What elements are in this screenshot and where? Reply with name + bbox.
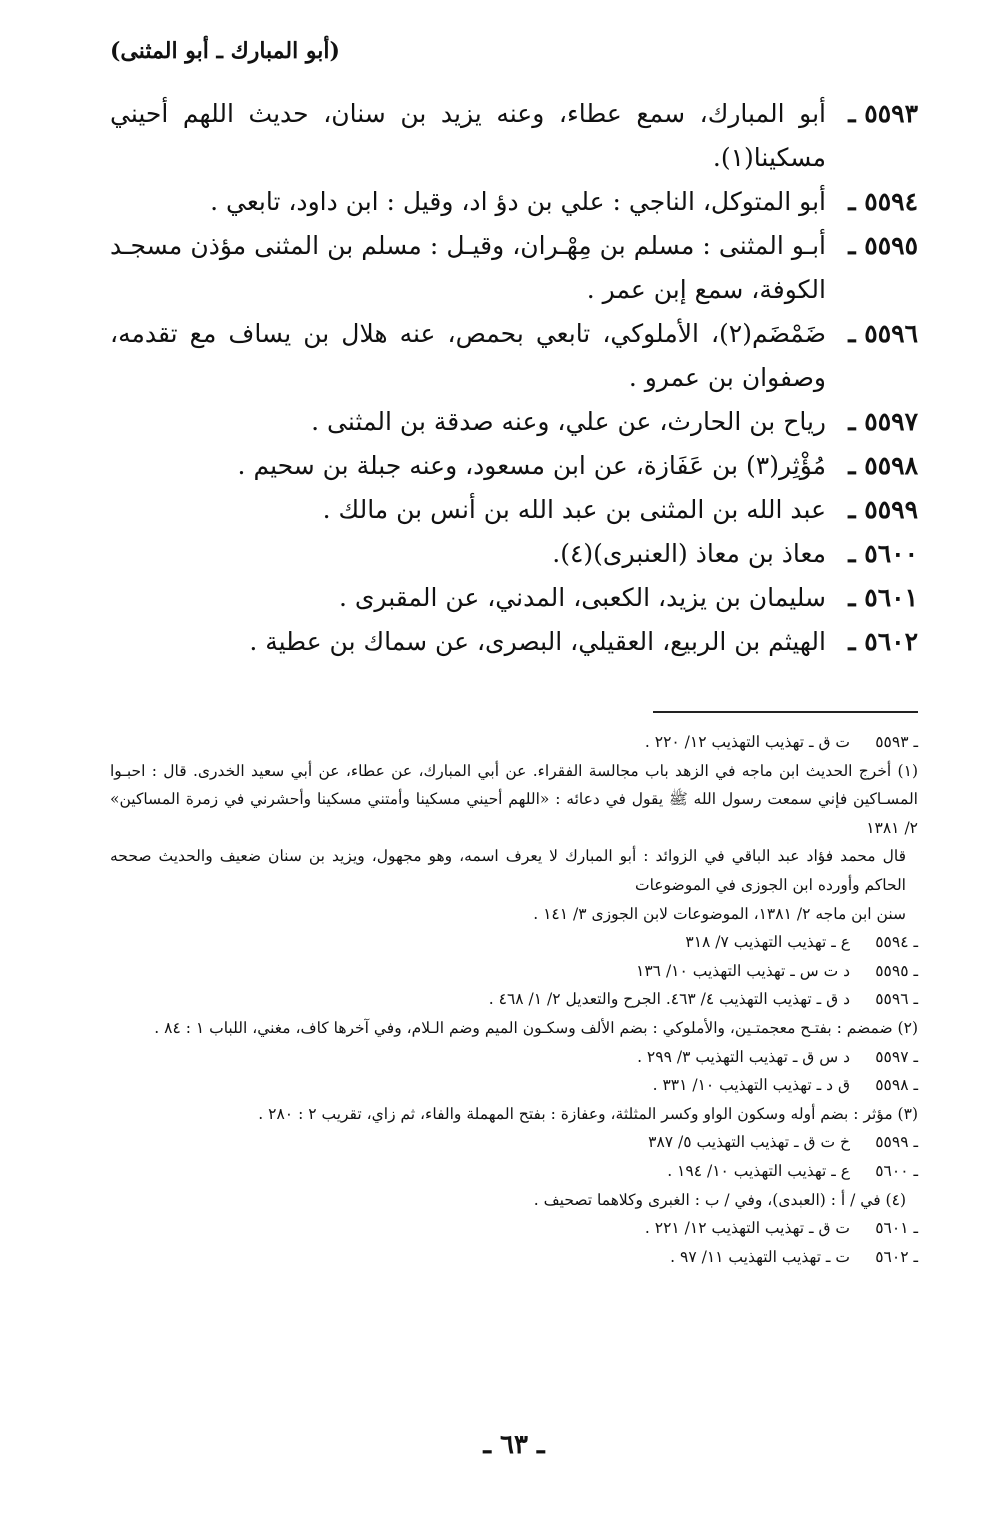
reference-note — [110, 1243, 918, 1272]
entry-text: معاذ بن معاذ (العنبرى)(٤). — [552, 539, 826, 568]
reference-note — [110, 985, 918, 1014]
reference-note-text: د ق ـ تهذيب التهذيب ٤/ ٤٦٣. الجرح والتعديل ٢/ ١/ ٤٦٨ . — [488, 990, 850, 1009]
entry-text: رياح بن الحارث، عن علي، وعنه صدقة بن المثنى . — [311, 407, 826, 436]
entry-number: ٥٥٩٧ ـ — [848, 407, 918, 436]
entry — [110, 400, 918, 444]
entry — [110, 532, 918, 576]
footnotes — [110, 728, 918, 1271]
footnote-text: (٣) مؤثر : بضم أوله وسكون الواو وكسر المثلثة، وعفازة : بفتح المهملة والفاء، ثم زاي، تقريب ٢ : ٢٨٠ . — [258, 1104, 918, 1123]
entry — [110, 180, 918, 224]
reference-note-number: ـ ٥٥٩٤ — [875, 933, 918, 952]
reference-note-text: ع ـ تهذيب التهذيب ١٠/ ١٩٤ . — [667, 1161, 850, 1180]
entry — [110, 92, 918, 180]
entry-text: سليمان بن يزيد، الكعبى، المدني، عن المقبرى . — [338, 583, 826, 612]
entry-text: الهيثم بن الربيع، العقيلي، البصرى، عن سماك بن عطية . — [249, 627, 826, 656]
reference-note-number: ـ ٥٥٩٩ — [875, 1133, 918, 1152]
reference-note-number: ـ ٥٥٩٧ — [875, 1047, 918, 1066]
reference-note-text: ت ق ـ تهذيب التهذيب ١٢/ ٢٢٠ . — [644, 733, 850, 751]
reference-note-number: ـ ٥٥٩٦ — [875, 990, 918, 1009]
reference-note — [110, 1128, 918, 1157]
reference-note-text: ت ـ تهذيب التهذيب ١١/ ٩٧ . — [670, 1247, 850, 1266]
entry-text: ضَمْضَم(٢)، الأملوكي، تابعي بحمص، عنه هلال بن يساف مع تقدمه، وصفوان بن عمرو . — [110, 319, 826, 392]
reference-note — [110, 1214, 918, 1243]
entry — [110, 488, 918, 532]
footnote-text: (١) أخرج الحديث ابن ماجه في الزهد باب مجالسة الفقراء. عن أبي المبارك، عن عطاء، عن أبي سعيد الخدرى. قال : احبـوا المسـاكين فإني سمعت رسول الله ﷺ يقول في دعائه : «اللهم أحيني مسكينا وأمتني مسكينا وأحشرني في زمرة المساكين» ٢/ ١٣٨١ — [110, 761, 918, 837]
page-number: ـ ٦٣ ـ — [483, 1430, 545, 1460]
entry — [110, 444, 918, 488]
entry-number: ٥٥٩٤ ـ — [848, 187, 918, 216]
reference-note-number: ـ ٥٦٠٢ — [875, 1247, 918, 1266]
reference-note — [110, 1071, 918, 1100]
reference-note-text: د ت س ـ تهذيب التهذيب ١٠/ ١٣٦ — [636, 961, 850, 980]
reference-note — [110, 957, 918, 986]
entry — [110, 576, 918, 620]
footnote-separator — [653, 711, 918, 713]
footnote-text: سنن ابن ماجه ٢/ ١٣٨١، الموضوعات لابن الجوزى ٣/ ١٤١ . — [533, 904, 906, 923]
entry-number: ٥٦٠٠ ـ — [848, 539, 918, 568]
footnote-text: (٤) في / أ : (العبدى)، وفي / ب : الغبرى وكلاهما تصحيف . — [533, 1190, 906, 1209]
reference-note-text: خ ت ق ـ تهذيب التهذيب ٥/ ٣٨٧ — [648, 1133, 850, 1152]
entry — [110, 312, 918, 400]
entry-number: ٥٥٩٨ ـ — [848, 451, 918, 480]
entry-number: ٥٦٠١ ـ — [848, 583, 918, 612]
reference-note-text: ع ـ تهذيب التهذيب ٧/ ٣١٨ — [685, 933, 850, 952]
reference-note — [110, 728, 918, 757]
book-page — [110, 0, 918, 1536]
entries-list — [110, 92, 918, 664]
footnote-text: (٢) ضمضم : بفتـح معجمتـين، والأملوكي : بضم الألف وسكـون الميم وضم الـلام، وفي آخرها كاف، مغني، اللباب ١ : ٨٤ . — [154, 1018, 918, 1037]
reference-note-number: ـ ٥٥٩٨ — [875, 1076, 918, 1095]
reference-note — [110, 1157, 918, 1186]
entry-number: ٥٥٩٣ ـ — [848, 99, 918, 128]
reference-note-text: د س ق ـ تهذيب التهذيب ٣/ ٢٩٩ . — [637, 1047, 850, 1066]
reference-note-number: ـ ٥٥٩٥ — [875, 961, 918, 980]
entry-number: ٥٥٩٩ ـ — [848, 495, 918, 524]
entry-text: أبـو المثنى : مسلم بن مِهْـران، وقيـل : مسلم بن المثنى مؤذن مسجـد الكوفة، سمع إبن عمر . — [110, 231, 826, 304]
running-head: (أبو المبارك ـ أبو المثنى) — [110, 38, 340, 64]
reference-note-number: ـ ٥٦٠١ — [875, 1219, 918, 1238]
entry-text: مُؤْثِر(٣) بن عَفَازة، عن ابن مسعود، وعنه جبلة بن سحيم . — [237, 451, 826, 480]
entry — [110, 620, 918, 664]
entry-number: ٥٥٩٥ ـ — [848, 231, 918, 260]
entry-number: ٥٥٩٦ ـ — [848, 319, 918, 348]
entry-text: أبو المبارك، سمع عطاء، وعنه يزيد بن سنان، حديث اللهم أحيني مسكينا(١). — [110, 99, 826, 172]
entry-text: أبو المتوكل، الناجي : علي بن دؤ اد، وقيل : ابن داود، تابعي . — [210, 187, 826, 216]
entry-number: ٥٦٠٢ ـ — [848, 627, 918, 656]
entry — [110, 224, 918, 312]
reference-note — [110, 928, 918, 957]
entry-text: عبد الله بن المثنى بن عبد الله بن أنس بن مالك . — [322, 495, 826, 524]
reference-note-text: ق د ـ تهذيب التهذيب ١٠/ ٣٣١ . — [652, 1076, 850, 1095]
footnote-text: قال محمد فؤاد عبد الباقي في الزوائد : أبو المبارك لا يعرف اسمه، وهو مجهول، ويزيد بن سنان ضعيف والحديث صححه الحاكم وأورده ابن الجوزى في الموضوعات — [110, 847, 906, 894]
reference-note-text: ت ق ـ تهذيب التهذيب ١٢/ ٢٢١ . — [644, 1219, 850, 1238]
reference-note — [110, 1043, 918, 1072]
reference-note-number: ـ ٥٦٠٠ — [875, 1161, 918, 1180]
reference-note-number: ـ ٥٥٩٣ — [875, 733, 918, 751]
